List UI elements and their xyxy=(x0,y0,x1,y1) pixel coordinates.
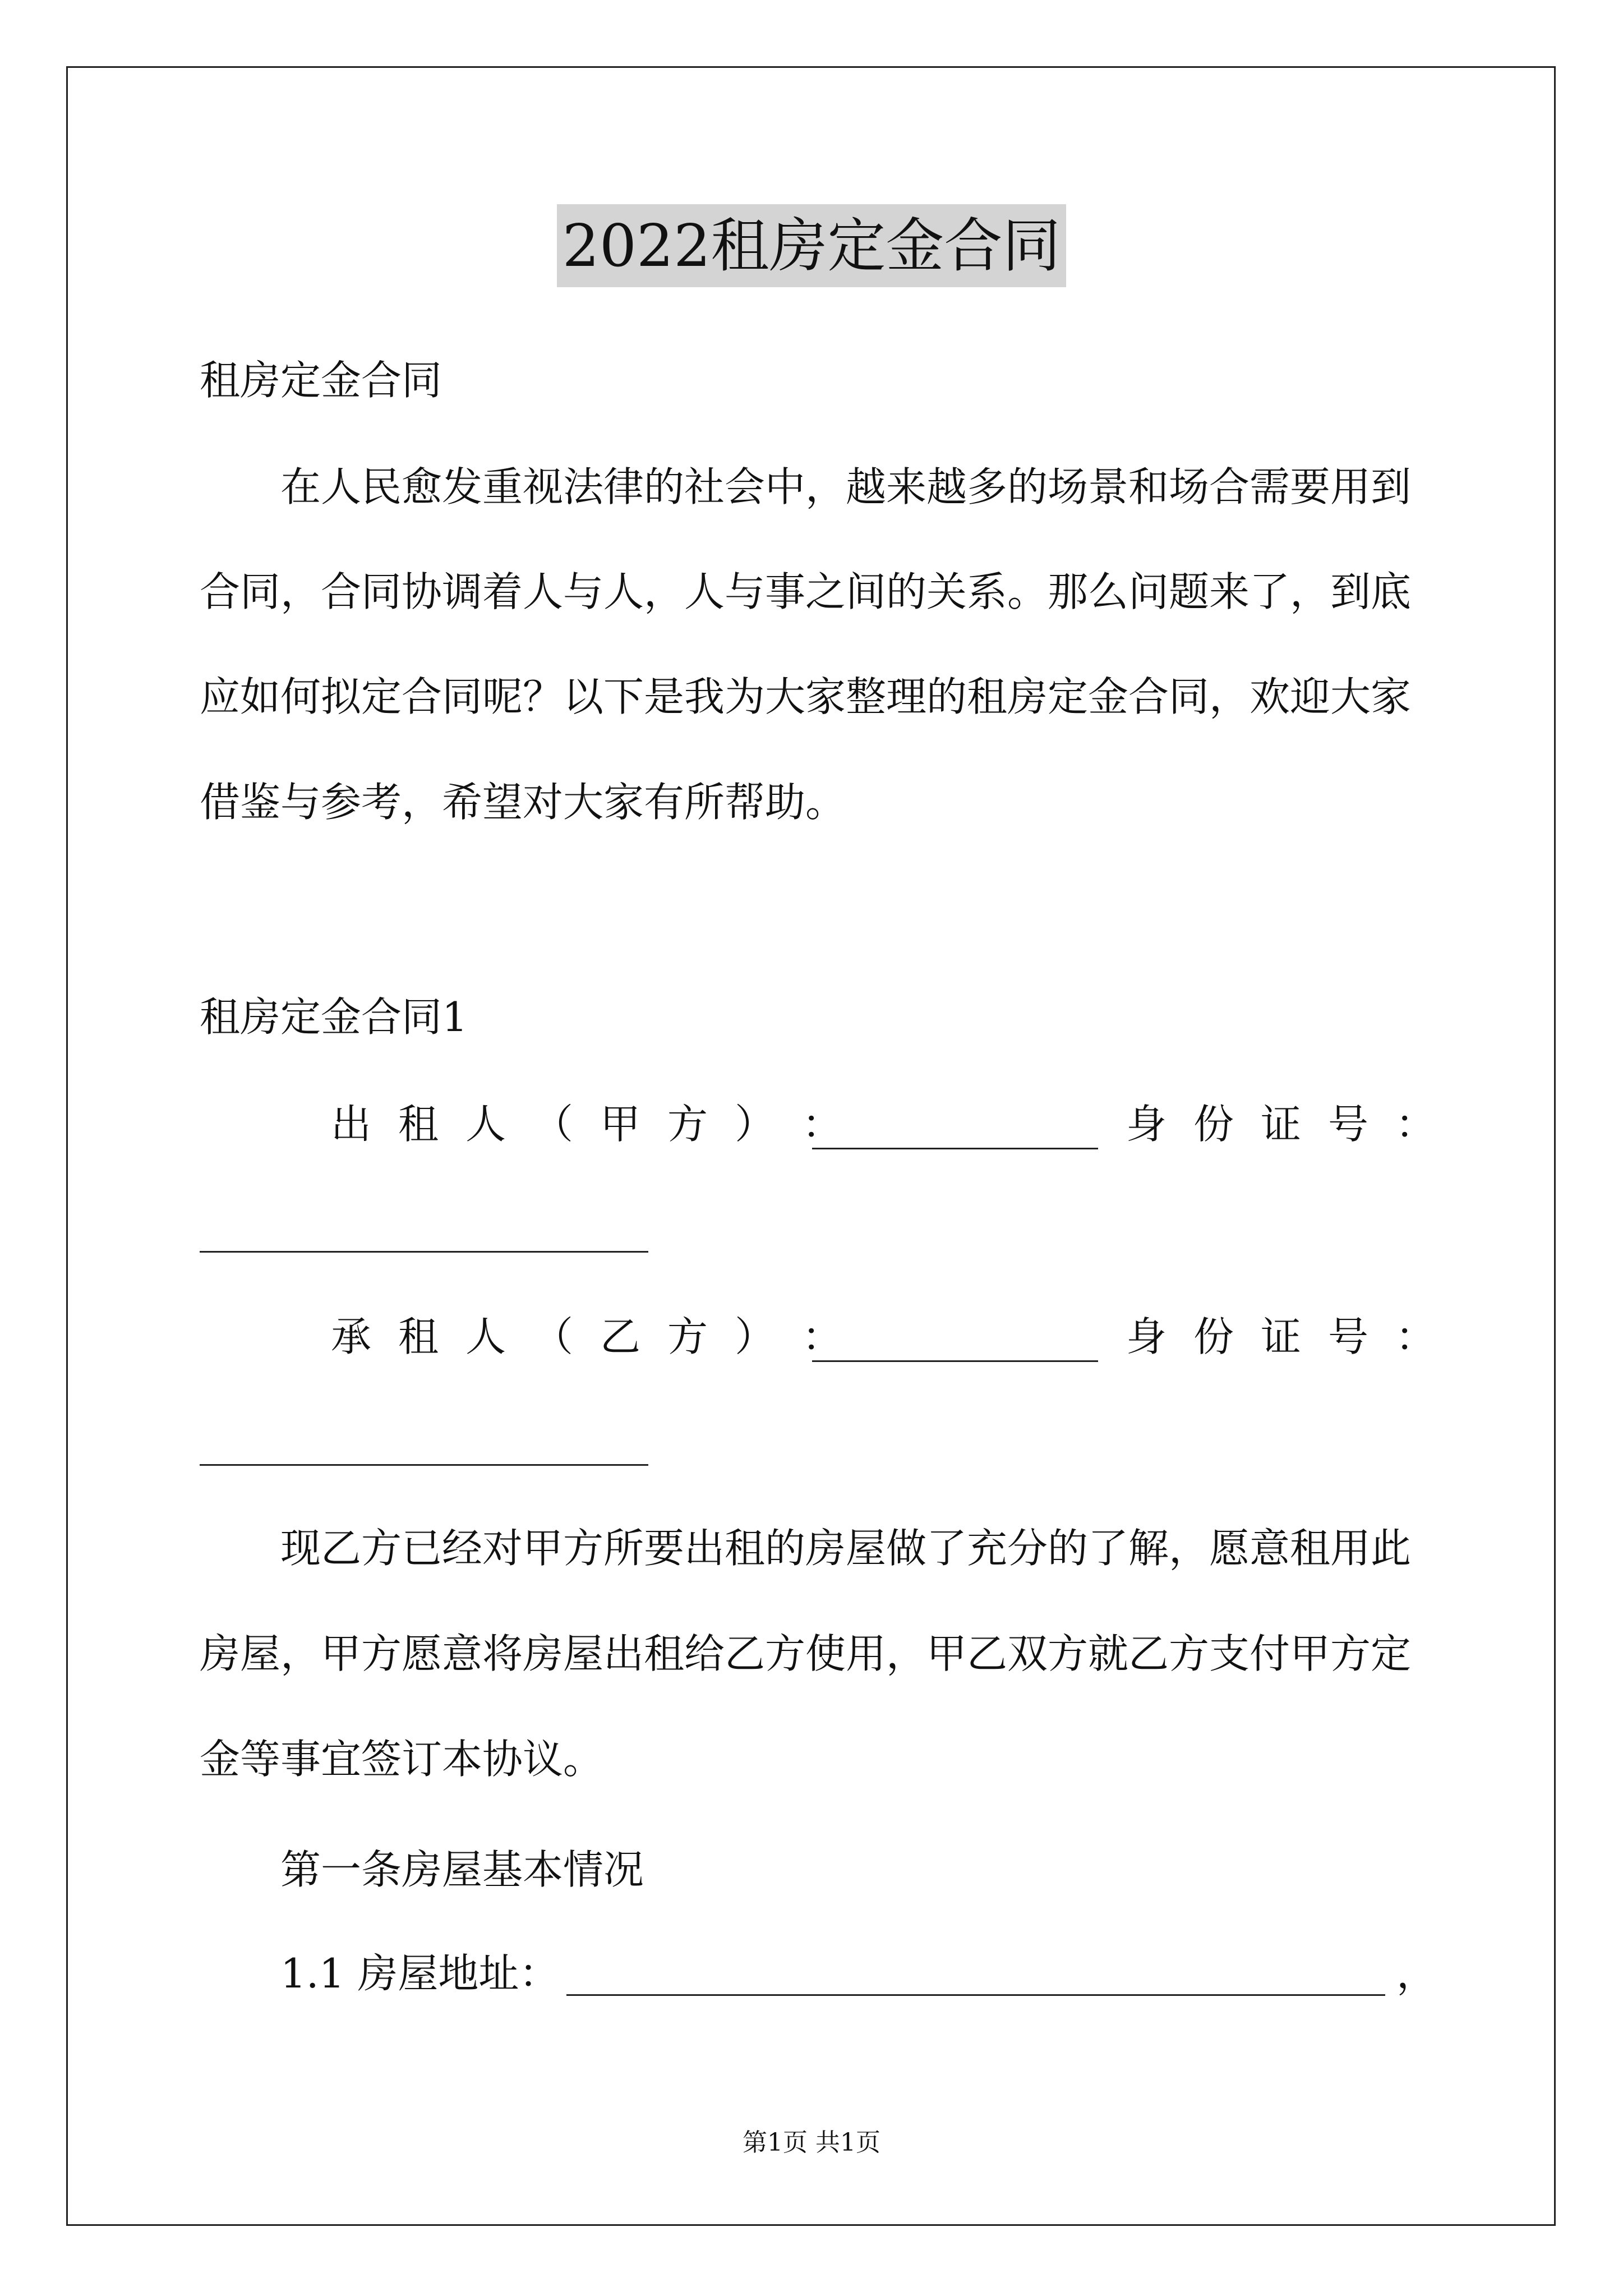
lessee-name-blank[interactable] xyxy=(812,1360,1098,1362)
intro-line-1: 在人民愈发重视法律的社会中，越来越多的场景和场合需要用到 xyxy=(280,463,1412,510)
lessor-label: 出 租 人 （ 甲 方 ） ： xyxy=(331,1101,843,1148)
intro-line-3: 应如何拟定合同呢？以下是我为大家整理的租房定金合同，欢迎大家 xyxy=(200,673,1412,720)
lessee-id-label: 身 份 证 号 ： xyxy=(1126,1313,1436,1360)
page-footer: 第1页 共1页 xyxy=(743,2128,880,2157)
lessee-id-blank[interactable] xyxy=(200,1464,648,1466)
intro-line-2: 合同，合同协调着人与人，人与事之间的关系。那么问题来了，到底 xyxy=(200,568,1412,615)
body-line-1: 现乙方已经对甲方所要出租的房屋做了充分的了解，愿意租用此 xyxy=(280,1525,1412,1572)
body-line-3: 金等事宜签订本协议。 xyxy=(200,1736,604,1783)
house-address-blank[interactable] xyxy=(566,1994,1385,1996)
lessor-name-blank[interactable] xyxy=(812,1148,1098,1149)
intro-line-4: 借鉴与参考，希望对大家有所帮助。 xyxy=(200,779,846,826)
item-1-1-tail: ， xyxy=(1396,1950,1437,1997)
lessee-label: 承 租 人 （ 乙 方 ） ： xyxy=(331,1313,843,1360)
document-title: 2022租房定金合同 xyxy=(557,204,1067,287)
article-1-heading: 第一条房屋基本情况 xyxy=(280,1846,644,1893)
body-line-2: 房屋，甲方愿意将房屋出租给乙方使用，甲乙双方就乙方支付甲方定 xyxy=(200,1630,1412,1677)
section-title: 租房定金合同1 xyxy=(200,993,468,1041)
lessor-id-label: 身 份 证 号 ： xyxy=(1126,1101,1436,1148)
subtitle: 租房定金合同 xyxy=(200,357,442,404)
item-1-1-label: 1.1 房屋地址： xyxy=(280,1950,560,1997)
lessor-id-blank[interactable] xyxy=(200,1251,648,1253)
